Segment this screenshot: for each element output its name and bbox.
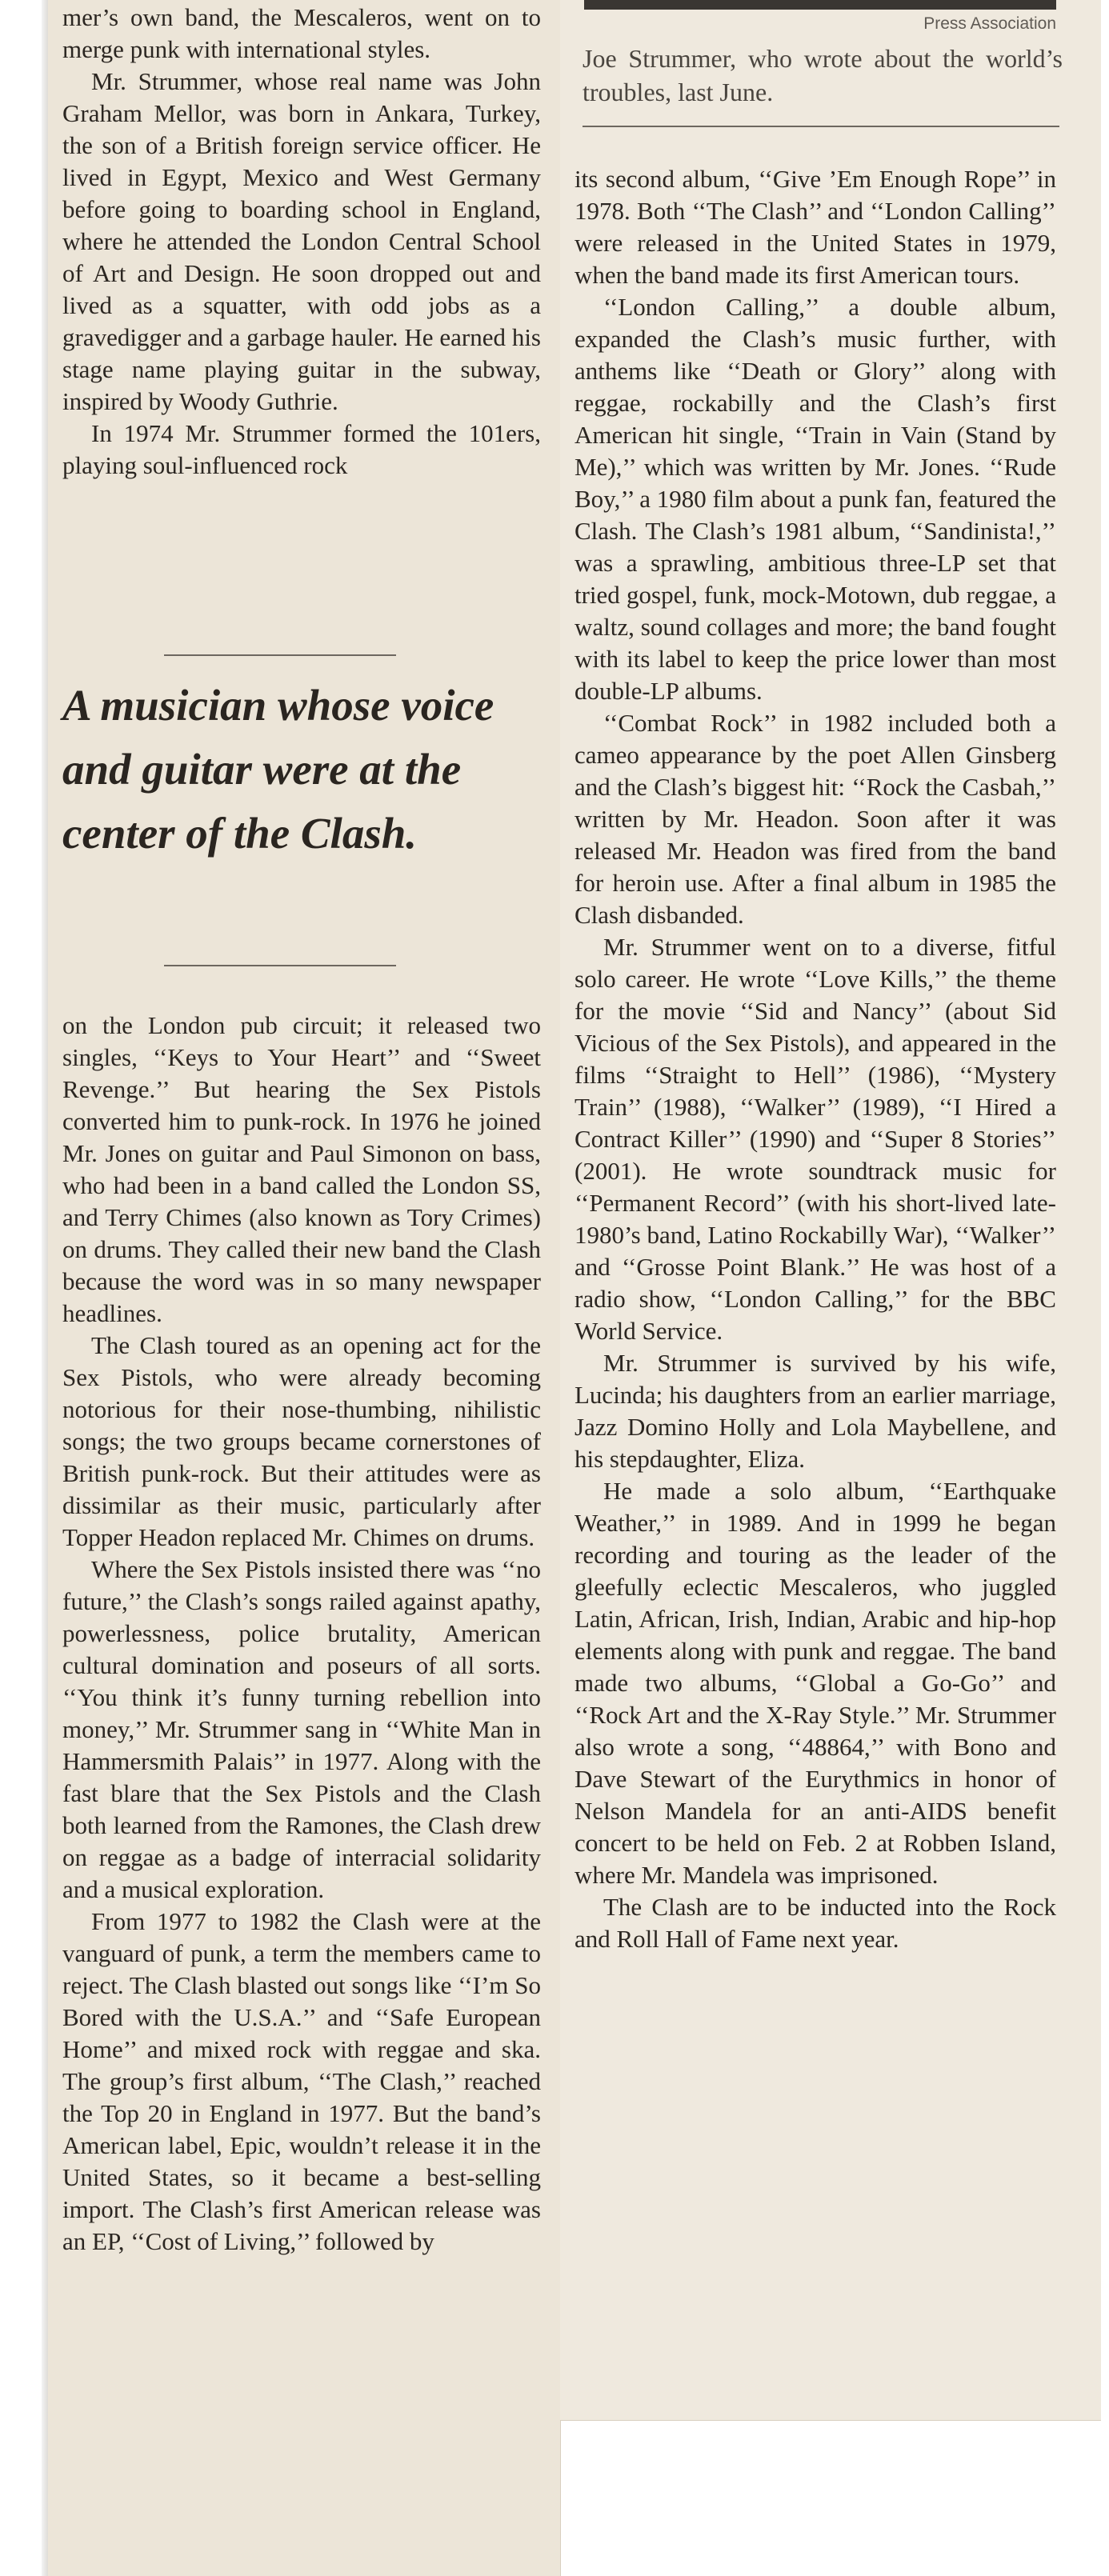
paragraph: ‘‘London Calling,’’ a double album, expanded the Clash’s music further, with anthems like ‘‘Death or Glory’’ along with reggae, rockabilly and the Clash’s first American hit single, ‘‘Train in Vain (Stand by Me),’’ which was written by Mr. Jones. ‘‘Rude Boy,’’ a 1980 film about a punk fan, featured the Clash. The Clash’s 1981 album, ‘‘Sandinista!,’’ was a sprawling, ambitious three-LP set that tried gospel, funk, mock-Motown, dub reggae, a waltz, sound collages and more; the band fought with its label to keep the price lower than most double-LP albums. bbox=[575, 293, 1057, 705]
caption-rule bbox=[583, 126, 1059, 127]
paragraph: mer’s own band, the Mescaleros, went on to merge punk with international styles. bbox=[62, 3, 541, 63]
paragraph: on the London pub circuit; it released two singles, ‘‘Keys to Your Heart’’ and ‘‘Sweet Revenge.’’ But hearing the Sex Pistols converted him to punk-rock. In 1976 he joined Mr. Jones on guitar and Paul Simonon on bass, who had been in a band called the London SS, and Terry Chimes (also known as Tory Crimes) on drums. They called their new band the Clash because the word was in so many newspaper headlines. bbox=[62, 1011, 541, 1327]
paragraph: The Clash toured as an opening act for the Sex Pistols, who were already becoming notorious for their nose-thumbing, nihilistic songs; the two groups became cornerstones of British punk-rock. But their attitudes were as dissimilar as their music, particularly after Topper Headon replaced Mr. Chimes on drums. bbox=[62, 1331, 541, 1551]
paragraph: Mr. Strummer went on to a diverse, fitful solo career. He wrote ‘‘Love Kills,’’ the theme for the movie ‘‘Sid and Nancy’’ (about Sid Vicious of the Sex Pistols), and appeared in the films ‘‘Straight to Hell’’ (1986), ‘‘Mystery Train’’ (1988), ‘‘Walker’’ (1989), ‘‘I Hired a Contract Killer’’ (1990) and ‘‘Super 8 Stories’’ (2001). He wrote soundtrack music for ‘‘Permanent Record’’ (with his short-lived late-1980’s band, Latino Rockabilly War), ‘‘Walker’’ and ‘‘Grosse Point Blank.’’ He was host of a radio show, ‘‘London Calling,’’ for the BBC World Service. bbox=[575, 933, 1056, 1345]
paragraph: He made a solo album, ‘‘Earthquake Weather,’’ in 1989. And in 1999 he began recording and touring as the leader of the gleefully eclectic Mescaleros, who juggled Latin, African, Irish, Indian, Arabic and hip-hop elements along with punk and reggae. The band made two albums, ‘‘Global a Go-Go’’ and ‘‘Rock Art and the X-Ray Style.’’ Mr. Strummer also wrote a song, ‘‘48864,’’ with Bono and Dave Stewart of the Eurythmics in honor of Nelson Mandela for an anti-AIDS benefit concert to be held on Feb. 2 at Robben Island, where Mr. Mandela was imprisoned. bbox=[575, 1477, 1056, 1889]
paragraph: Mr. Strummer is survived by his wife, Lucinda; his daughters from an earlier marriage, Jazz Domino Holly and Lola Maybellene, and his stepdaughter, Eliza. bbox=[575, 1349, 1056, 1473]
photo-credit: Press Association bbox=[923, 14, 1056, 33]
paragraph: From 1977 to 1982 the Clash were at the vanguard of punk, a term the members came to reject. The Clash blasted out songs like ‘‘I’m So Bored with the U.S.A.’’ and ‘‘Safe European Home’’ and mixed rock with reggae and ska. The group’s first album, ‘‘The Clash,’’ reached the Top 20 in England in 1977. But the band’s American label, Epic, wouldn’t release it in the United States, so it became a best-selling import. The Clash’s first American release was an EP, ‘‘Cost of Living,’’ followed by bbox=[62, 1907, 541, 2255]
paragraph: Mr. Strummer, whose real name was John Graham Mellor, was born in Ankara, Turkey, the son of a British foreign service officer. He lived in Egypt, Mexico and West Germany before going to boarding school in England, where he attended the London Central School of Art and Design. He soon dropped out and lived as a squatter, with odd jobs as a gravedigger and a garbage hauler. He earned his stage name playing guitar in the subway, inspired by Woody Guthrie. bbox=[62, 67, 541, 415]
pull-quote-rule-bottom bbox=[164, 965, 396, 966]
column-one-top bbox=[62, 2, 541, 482]
paragraph: its second album, ‘‘Give ’Em Enough Rope’’ in 1978. Both ‘‘The Clash’’ and ‘‘London Calling’’ were released in the United States in 1979, when the band made its first American tours. bbox=[575, 165, 1056, 289]
pull-quote: A musician whose voice and guitar were at the center of the Clash. bbox=[62, 681, 494, 858]
photo-caption: Joe Strummer, who wrote about the world’s troubles, last June. bbox=[583, 44, 1063, 106]
column-two bbox=[575, 163, 1056, 1955]
paragraph: In 1974 Mr. Strummer formed the 101ers, playing soul-influenced rock bbox=[62, 419, 541, 479]
paragraph: ‘‘Combat Rock’’ in 1982 included both a cameo appearance by the poet Allen Ginsberg and the Clash’s biggest hit: ‘‘Rock the Casbah,’’ written by Mr. Headon. Soon after it was released Mr. Headon was fired from the band for heroin use. After a final album in 1985 the Clash disbanded. bbox=[575, 709, 1056, 929]
pull-quote-rule-top bbox=[164, 654, 396, 656]
photo-bottom-edge bbox=[584, 0, 1056, 10]
paragraph: The Clash are to be inducted into the Rock and Roll Hall of Fame next year. bbox=[575, 1893, 1056, 1953]
paragraph: Where the Sex Pistols insisted there was ‘‘no future,’’ the Clash’s songs railed against apathy, powerlessness, police brutality, American cultural domination and poseurs of all sorts. ‘‘You think it’s funny turning rebellion into money,’’ Mr. Strummer sang in ‘‘White Man in Hammersmith Palais’’ in 1977. Along with the fast blare that the Sex Pistols and the Clash both learned from the Ramones, the Clash drew on reggae as a badge of interracial solidarity and a musical exploration. bbox=[62, 1555, 541, 1903]
column-one-bottom bbox=[62, 1010, 541, 2258]
